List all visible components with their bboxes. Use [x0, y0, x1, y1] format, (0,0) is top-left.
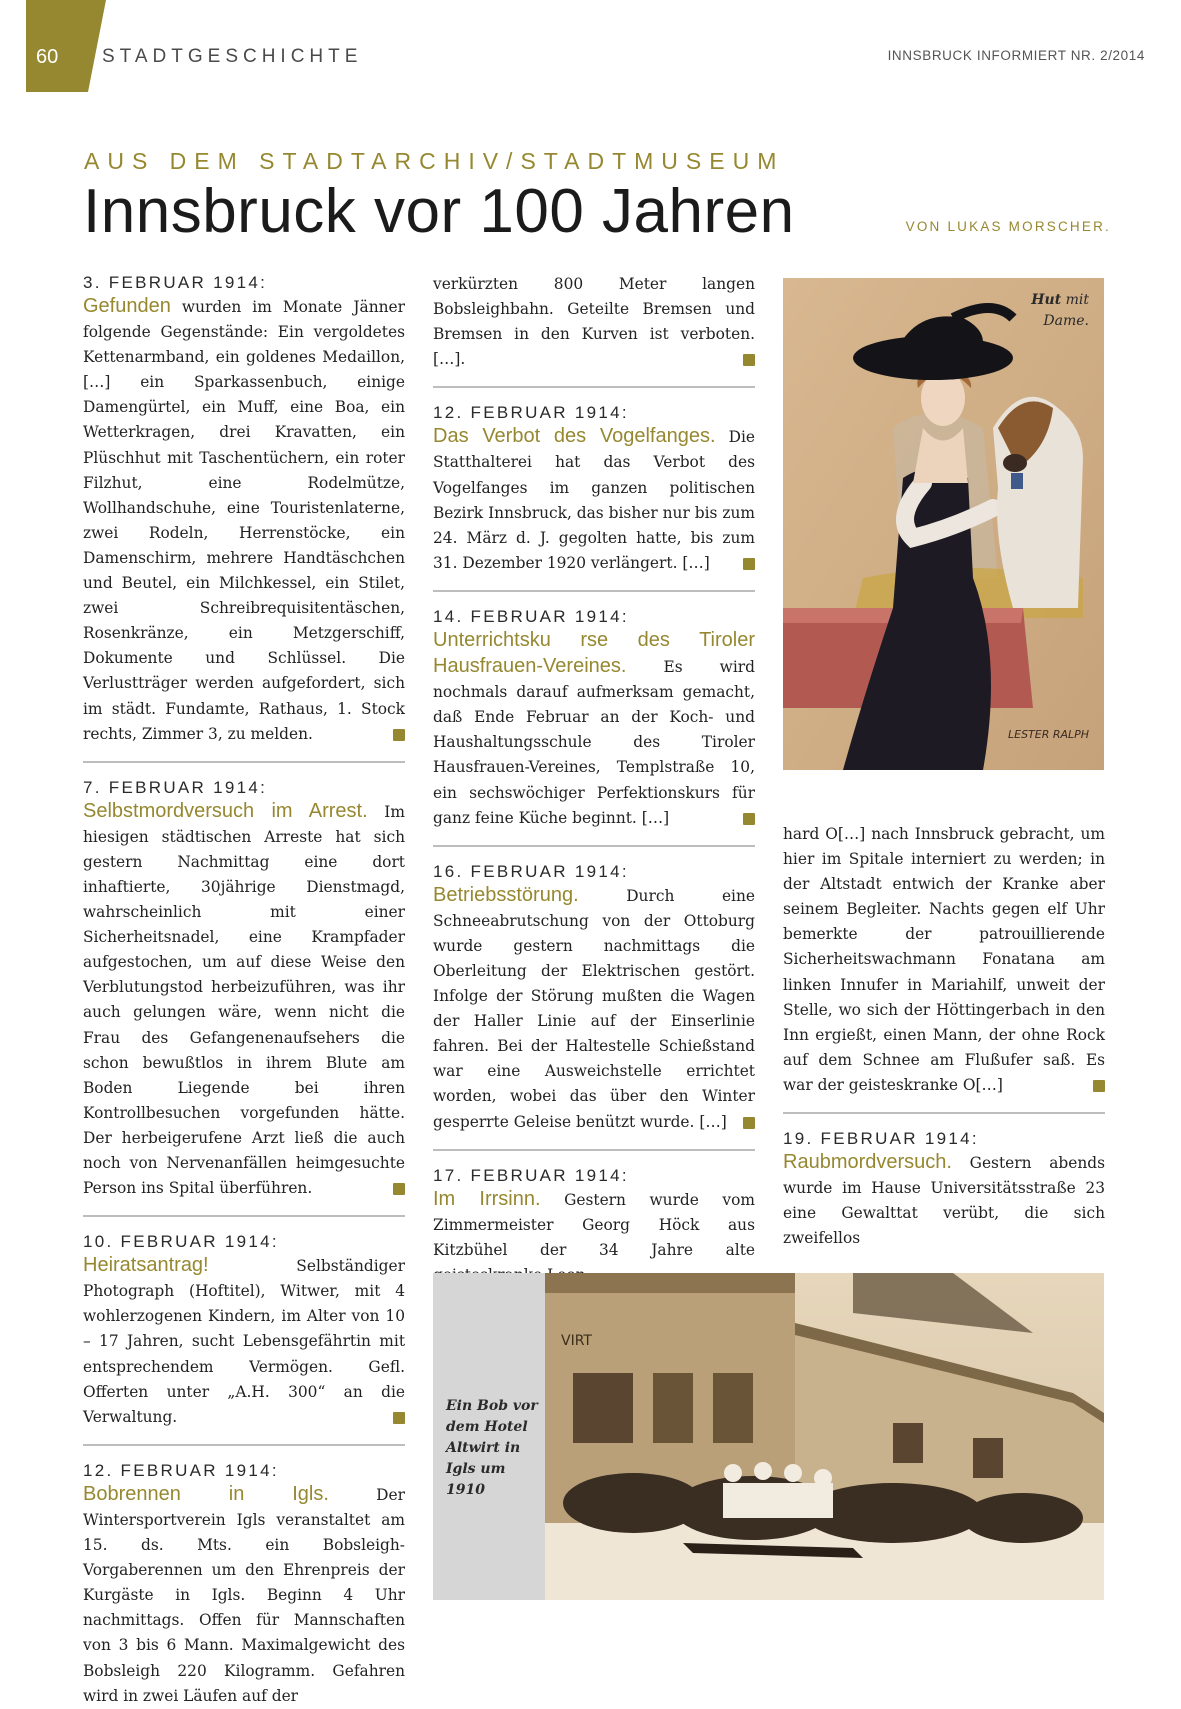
- entry-date: 17. FEBRUAR 1914:: [433, 1165, 629, 1185]
- entry-text: verkürzten 800 Meter langen Bobsleighbahn. Geteilte Bremsen und Bremsen in den Kurven ist verboten. […].: [433, 275, 755, 369]
- entry-text: Gestern abends wurde im Hause Universitätsstraße 23 eine Gewalttat verübt, die sich zweifellos: [783, 1154, 1105, 1248]
- entry-3-feb: [83, 272, 405, 763]
- entry-text: Selbständiger Photograph (Hoftitel), Witwer, mit 4 wohlerzogenen Kindern, im Alter von 10 – 17 Jahren, sucht Lebensgefährtin mit entsprechendem Vermögen. Gefl. Offerten unter „A.H. 300“ an die Verwaltung.: [83, 1257, 405, 1426]
- painting-caption-line2: Dame.: [1043, 313, 1089, 329]
- entry-headline: Bobrennen in Igls.: [83, 1482, 329, 1505]
- column-3: [783, 822, 1105, 1251]
- entry-date: 19. FEBRUAR 1914:: [783, 1129, 979, 1149]
- entry-headline: Im Irrsinn.: [433, 1187, 541, 1210]
- entry-date: 3. FEBRUAR 1914:: [83, 273, 268, 292]
- entry-16-feb: [433, 861, 755, 1151]
- end-mark-icon: [743, 1117, 755, 1129]
- entry-text: wurden im Monate Jänner folgende Gegenstände: Ein vergoldetes Kettenarmband, ein goldenes Medaillon, […] ein Sparkassenbuch, einige Damengürtel, ein Muff, eine Boa, ein Wetterkragen, drei Kravatten, ein Plüschhut mit Taschentüchern, ein roter Filzhut, eine Rodelmütze, Wollhandschuhe, eine Touristenlaterne, zwei Rodeln, Herrenstöcke, ein Damenschirm, mehrere Handtäschchen und Beutel, ein Milchkessel, ein Stilet, zwei Schreibrequisitentäschen, Rosenkränze, ein Metzgerschiff, Dokumente und Schlüssel. Die Verlustträger werden aufgefordert, sich im städt. Fundamte, Rathaus, 1. Stock rechts, Zimmer 3, zu melden.: [83, 298, 405, 743]
- painting-caption-rest: mit: [1061, 292, 1089, 308]
- entry-headline: Selbstmordversuch im Arrest.: [83, 799, 368, 822]
- entry-17-feb-continued: [783, 822, 1105, 1114]
- end-mark-icon: [393, 1412, 405, 1424]
- entry-10-feb: [83, 1231, 405, 1446]
- hotel-sign: VIRT: [561, 1333, 592, 1349]
- entry-headline: Raubmordversuch.: [783, 1151, 952, 1174]
- entry-19-feb: [783, 1128, 1105, 1251]
- entry-headline: Das Verbot des Vogelfanges.: [433, 425, 716, 448]
- painting-caption: [1031, 290, 1089, 332]
- article-title: Innsbruck vor 100 Jahren: [83, 177, 795, 246]
- page-number: 60: [36, 46, 59, 68]
- end-mark-icon: [743, 354, 755, 366]
- entry-date: 10. FEBRUAR 1914:: [83, 1232, 279, 1252]
- article-kicker: AUS DEM STADTARCHIV/STADTMUSEUM: [84, 148, 785, 174]
- column-1: [83, 272, 405, 1709]
- entry-headline: Unterrichtsku rse des Tiroler Hausfrauen-Vereines.: [433, 628, 755, 678]
- entry-date: 16. FEBRUAR 1914:: [433, 861, 629, 881]
- entry-text: Durch eine Schneeabrutschung von der Ottoburg wurde gestern nachmittags die Oberleitung der Elektrischen gestört. Infolge der Störung mußten die Wagen der Haller Linie auf der Einserlinie fahren. Bei der Haltestelle Schießstand war eine Ausweichstelle errichtet worden, wobei das über den Winter gesperrte Geleise benützt wurde. […]: [433, 886, 755, 1131]
- issue-label: INNSBRUCK INFORMIERT NR. 2/2014: [887, 48, 1145, 63]
- end-mark-icon: [743, 558, 755, 570]
- photo-caption: Ein Bob vor dem Hotel Altwirt in Igls um 1910: [446, 1398, 538, 1498]
- entry-12-feb-bob-continued: [433, 272, 755, 388]
- section-label: STADTGESCHICHTE: [102, 46, 363, 67]
- entry-text: hard O[…] nach Innsbruck gebracht, um hier im Spitale interniert zu werden; in der Altstadt entwich der Kranke aber seinem Begleiter. Nachts gegen elf Uhr bemerkte der patrouillierende Sicherheitswachmann Fonatana am linken Innufer in Mariahilf, unweit der Stelle, wo sich der Höttingerbach in den Inn ergießt, einen Mann, der ohne Rock auf dem Schnee am Flußufer saß. Es war der geisteskranke O[…]: [783, 825, 1105, 1094]
- entry-date: 14. FEBRUAR 1914:: [433, 606, 629, 626]
- column-2: [433, 272, 755, 1288]
- entry-date: 12. FEBRUAR 1914:: [83, 1460, 279, 1480]
- end-mark-icon: [393, 729, 405, 741]
- entry-12-feb-bob: [83, 1460, 405, 1709]
- entry-text: Der Wintersportverein Igls veranstaltet am 15. ds. Mts. ein Bobsleigh-Vorgaberennen um den Ehrenpreis der Kurgäste in Igls. Beginn 4 Uhr nachmittags. Offen für Mannschaften von 3 bis 6 Mann. Maximalgewicht des Bobsleigh 220 Kilogramm. Gefahren wird in zwei Läufen auf der: [83, 1485, 405, 1705]
- painting-caption-bold: Hut: [1031, 292, 1062, 308]
- painting-lady-with-dog: [783, 278, 1104, 770]
- entry-headline: Betriebsstörung.: [433, 883, 579, 906]
- entry-text: Gestern wurde vom Zimmermeister Georg Höck aus Kitzbühel der 34 Jahre alte: [433, 1190, 755, 1259]
- entry-date: 7. FEBRUAR 1914:: [83, 777, 268, 797]
- entry-14-feb: [433, 606, 755, 847]
- entry-text: Im hiesigen städtischen Arreste hat sich gestern Nachmittag eine dort inhaftierte, 30jährige Dienstmagd, wahrscheinlich mit einer Sicherheitsnadel, eine Krampfader aufgestochen, um auf diese Weise den Verblutungstod herbeizuführen, was ihr auch gelungen wäre, wenn nicht die Frau des Gefangenenaufsehers die schon bewußtlos in ihrem Blute am Boden Liegende bei ihren Kontrollbesuchen vorgefunden hätte. Der herbeigerufene Arzt ließ die auch noch von Nervenanfällen heimgesuchte Person ins Spital überführen.: [83, 802, 405, 1198]
- entry-17-feb: [433, 1165, 755, 1288]
- end-mark-icon: [393, 1183, 405, 1195]
- painting-signature: LESTER RALPH: [1008, 728, 1090, 741]
- entry-text: Die Statthalterei hat das Verbot des Vogelfanges im ganzen politischen Bezirk Innsbruck, das bisher nur bis zum 24. März d. J. gegolten hatte, bis zum 31. Dezember 1920 verlängert. […]: [433, 428, 756, 572]
- end-mark-icon: [1093, 1080, 1105, 1092]
- entry-date: 12. FEBRUAR 1914:: [433, 403, 629, 423]
- entry-headline: Heiratsantrag!: [83, 1254, 209, 1277]
- entry-7-feb: [83, 777, 405, 1218]
- article-author: VON LUKAS MORSCHER.: [905, 219, 1111, 234]
- entry-headline: Gefunden: [83, 295, 171, 317]
- entry-12-feb-vogel: [433, 402, 755, 592]
- entry-text: Es wird nochmals darauf aufmerksam gemacht, daß Ende Februar an der Koch- und Haushaltungsschule des Tiroler Hausfrauen-Vereines, Templstraße 10, ein sechswöchiger Perfektionskurs für ganz feine Küche beginnt. […]: [433, 658, 755, 827]
- end-mark-icon: [743, 813, 755, 825]
